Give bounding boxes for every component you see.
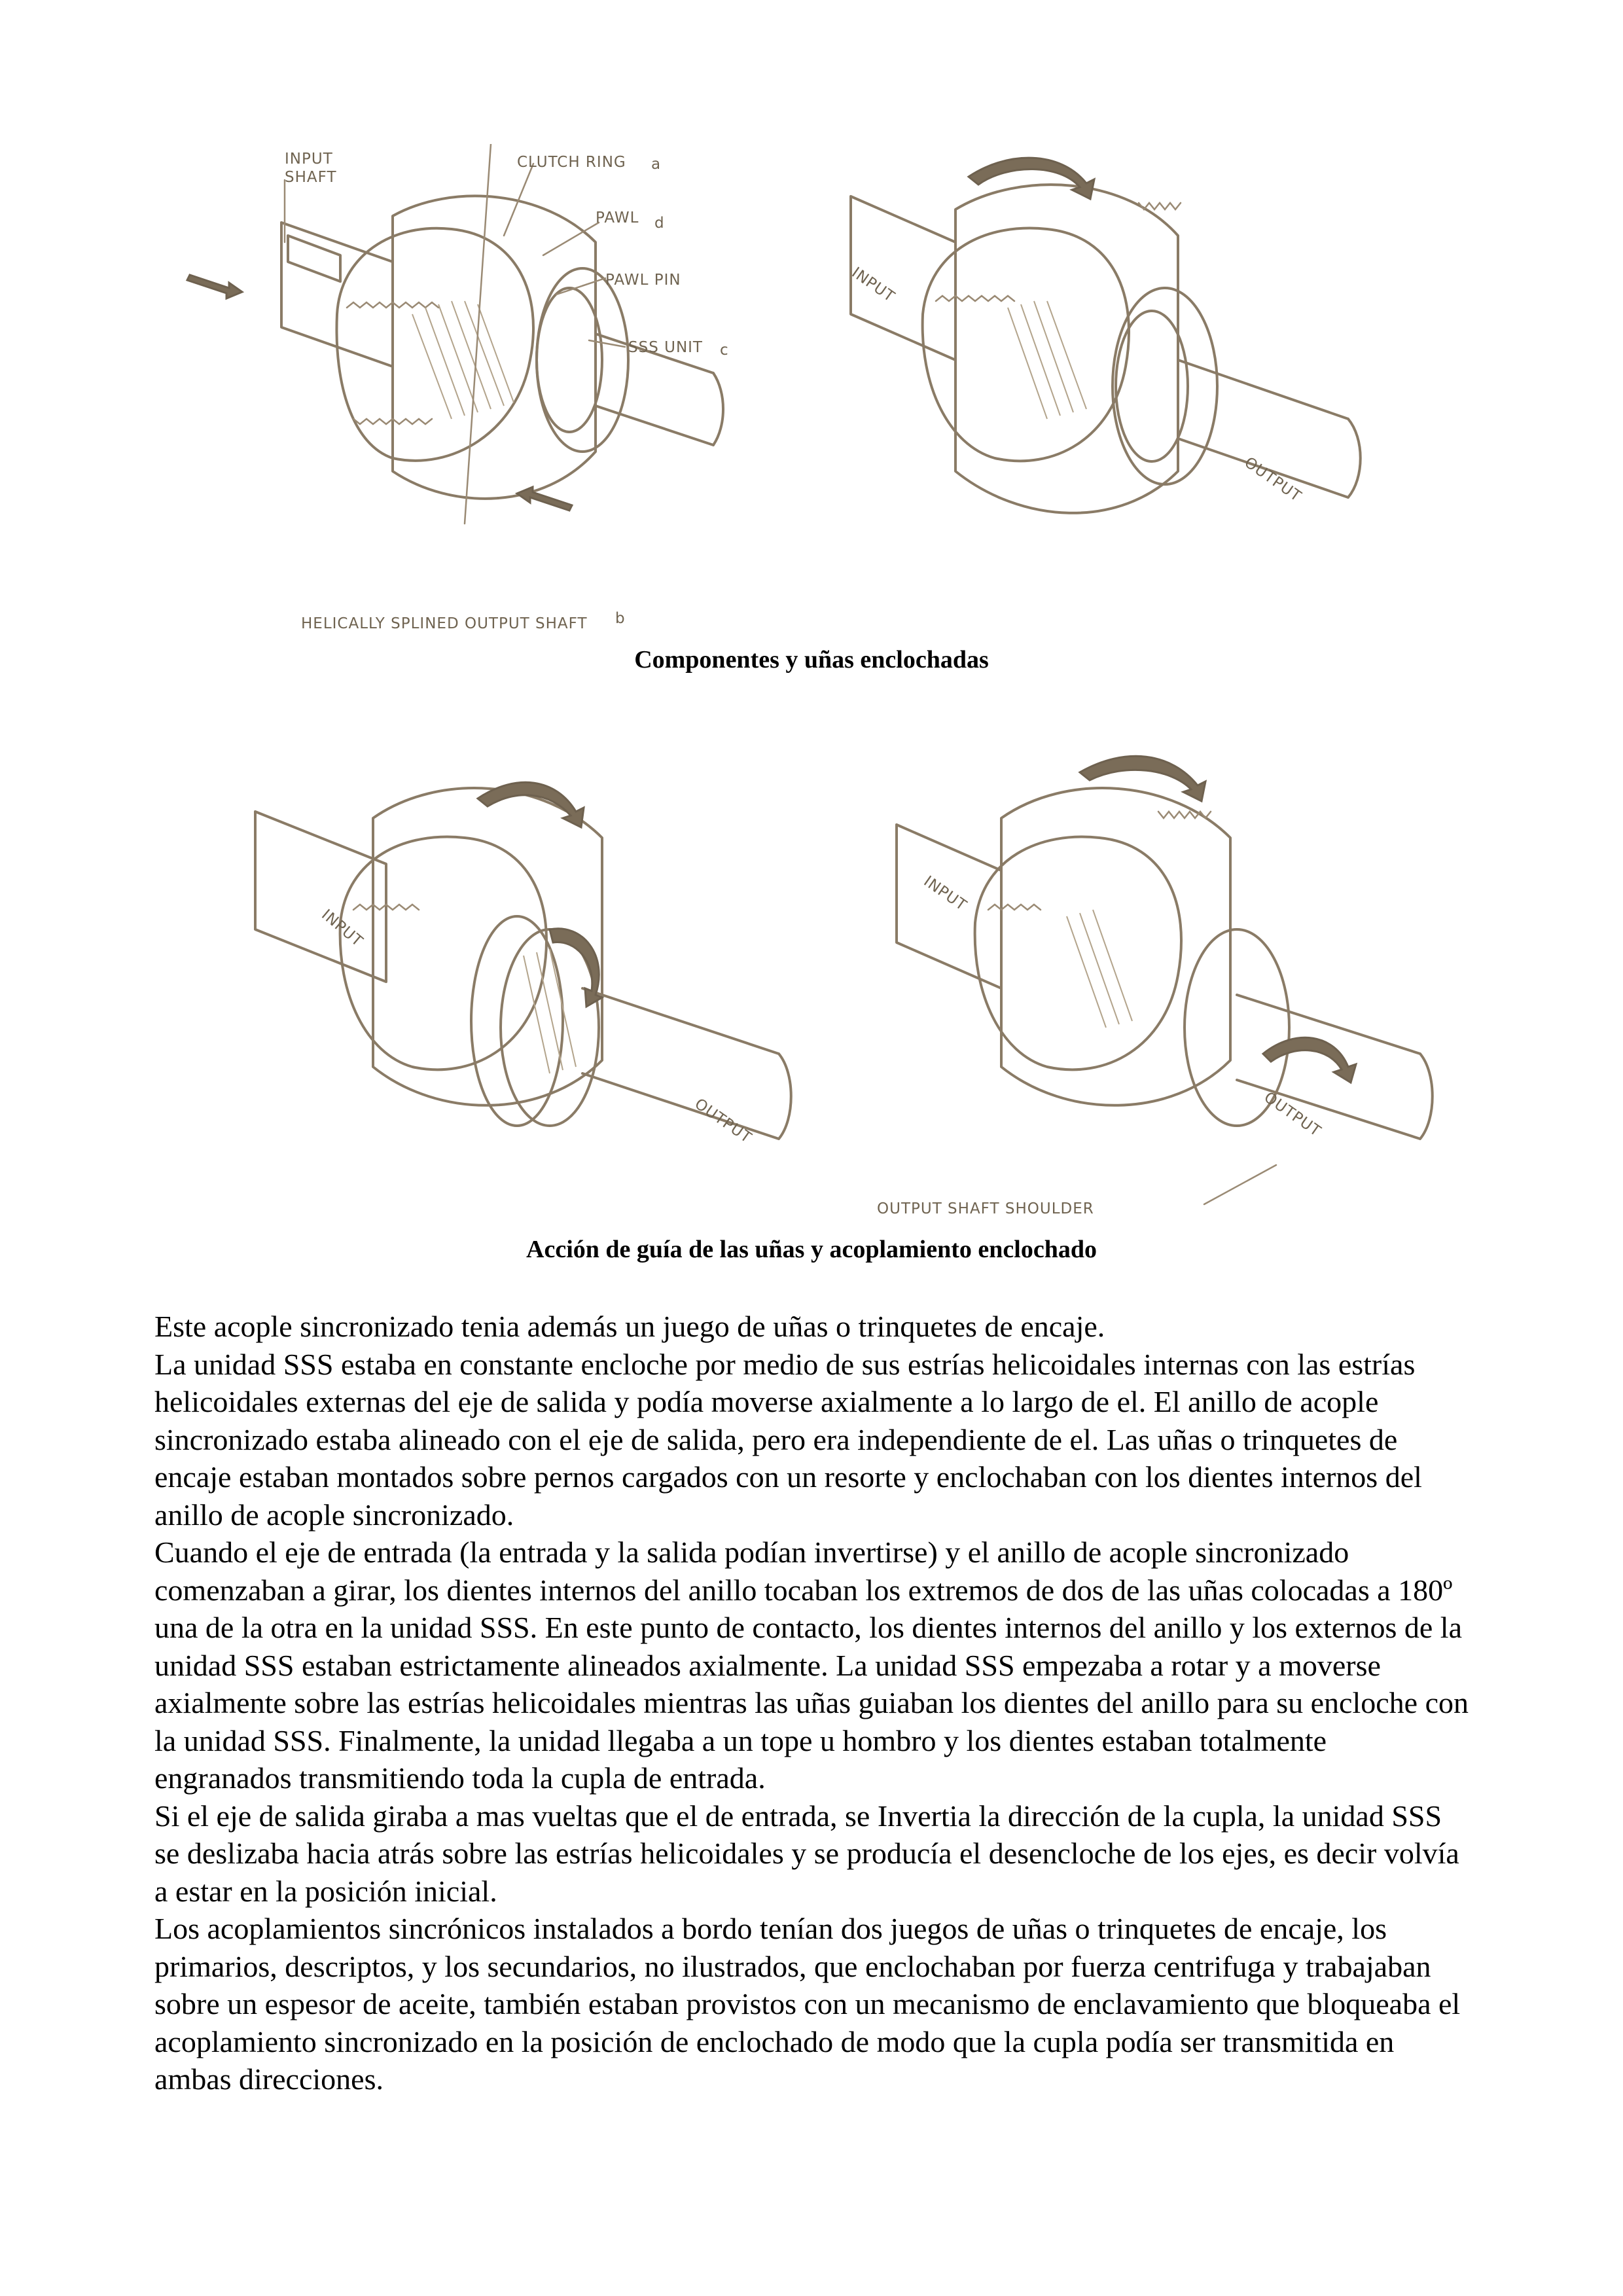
helical-splines bbox=[412, 301, 514, 419]
figure-components-diagram bbox=[177, 144, 779, 641]
paragraph: Cuando el eje de entrada (la entrada y la salida podían invertirse) y el anillo de acople sincronizado comenzaban a girar, los dientes internos del anillo tocaban los extremos de dos de las uñas colocadas a 180º una de la otra en la unidad SSS. En este punto de contacto, los dientes internos del anillo y los externos de la unidad SSS estaban estrictamente alineados axialmente. La unidad SSS empezaba a rotar y a moverse axialmente sobre las estrías helicoidales mientras las uñas guiaban los dientes del anillo para su encloche con la unidad SSS. Finalmente, la unidad llegaba a un tope u hombro y los dientes estaban totalmente engranados transmitiendo toda la cupla de entrada. bbox=[154, 1535, 1469, 1795]
body-text bbox=[154, 1308, 1470, 2098]
rotation-arrow-icon bbox=[969, 158, 1094, 199]
caption-bottom: Acción de guía de las uñas y acoplamiento enclochado bbox=[526, 1236, 1097, 1263]
label-input-shaft-1: INPUT bbox=[285, 151, 333, 168]
label-input: INPUT bbox=[920, 872, 970, 915]
label-output: OUTPUT bbox=[1241, 454, 1305, 506]
label-pawl-pin: PAWL PIN bbox=[605, 272, 681, 289]
figure-pawl-guiding bbox=[242, 759, 818, 1230]
label-output-shaft-tag: b bbox=[615, 610, 626, 627]
caption-top: Componentes y uñas enclochadas bbox=[634, 646, 989, 673]
paragraph: La unidad SSS estaba en constante encloche por medio de sus estrías helicoidales internas con las estrías helicoidales externas del eje de salida y podía moverse axialmente a lo largo de el. El anillo de acople sincronizado estaba alineado con el eje de salida, pero era independiente de el. Las uñas o trinquetes de encaje estaban montados sobre pernos cargados con un resorte y enclochaban con los dientes internos del anillo de acople sincronizado. bbox=[154, 1347, 1422, 1532]
figure-engaged-pawls bbox=[812, 144, 1387, 641]
paragraph: Los acoplamientos sincrónicos instalados a bordo tenían dos juegos de uñas o trinquetes de encaje, los primarios, descriptos, y los secundarios, no ilustrados, que enclochaban por fuerza centrifuga y trabajaban sobre un espesor de aceite, también estaban provistos con un mecanismo de enclavamiento que bloqueaba el acoplamiento sincronizado en la posición de enclochado de modo que la cupla podía ser transmitida en ambas direcciones. bbox=[154, 1912, 1461, 2096]
sss-unit bbox=[471, 916, 563, 1126]
clutch-ring bbox=[1001, 788, 1230, 1105]
rotation-arrow-icon bbox=[1080, 756, 1205, 801]
label-output: OUTPUT bbox=[691, 1095, 755, 1147]
label-sss-unit-tag: c bbox=[720, 342, 729, 359]
rotation-arrow-icon bbox=[478, 782, 584, 827]
output-shaft bbox=[1237, 995, 1433, 1139]
label-sss-unit: SSS UNIT bbox=[628, 339, 703, 356]
figure-full-engagement bbox=[870, 746, 1446, 1230]
label-pawl-tag: d bbox=[654, 215, 665, 232]
components-illustration bbox=[177, 144, 779, 641]
output-shaft bbox=[582, 988, 791, 1139]
label-input-shaft-2: SHAFT bbox=[285, 169, 337, 186]
label-input: INPUT bbox=[318, 906, 366, 951]
label-pawl: PAWL bbox=[596, 209, 639, 226]
engagement-illustration bbox=[870, 746, 1446, 1230]
label-output-shaft-shoulder: OUTPUT SHAFT SHOULDER bbox=[877, 1200, 1094, 1217]
label-clutch-ring: CLUTCH RING bbox=[517, 154, 626, 171]
label-clutch-ring-tag: a bbox=[651, 156, 662, 173]
label-output-shaft: HELICALLY SPLINED OUTPUT SHAFT bbox=[301, 615, 588, 632]
axial-arrows-icon bbox=[187, 275, 572, 511]
rotation-arrow-icon bbox=[1263, 1037, 1356, 1083]
guiding-illustration bbox=[242, 759, 818, 1230]
label-input: INPUT bbox=[848, 264, 898, 306]
engaged-illustration bbox=[812, 144, 1387, 641]
label-output: OUTPUT bbox=[1260, 1088, 1325, 1141]
paragraph: Si el eje de salida giraba a mas vueltas que el de entrada, se Invertia la dirección de la cupla, la unidad SSS se deslizaba hacia atrás sobre las estrías helicoidales y se producía el desencloche de los ejes, es decir volvía a estar en la posición inicial. bbox=[154, 1799, 1459, 1908]
paragraph: Este acople sincronizado tenia además un juego de uñas o trinquetes de encaje. bbox=[154, 1310, 1105, 1343]
